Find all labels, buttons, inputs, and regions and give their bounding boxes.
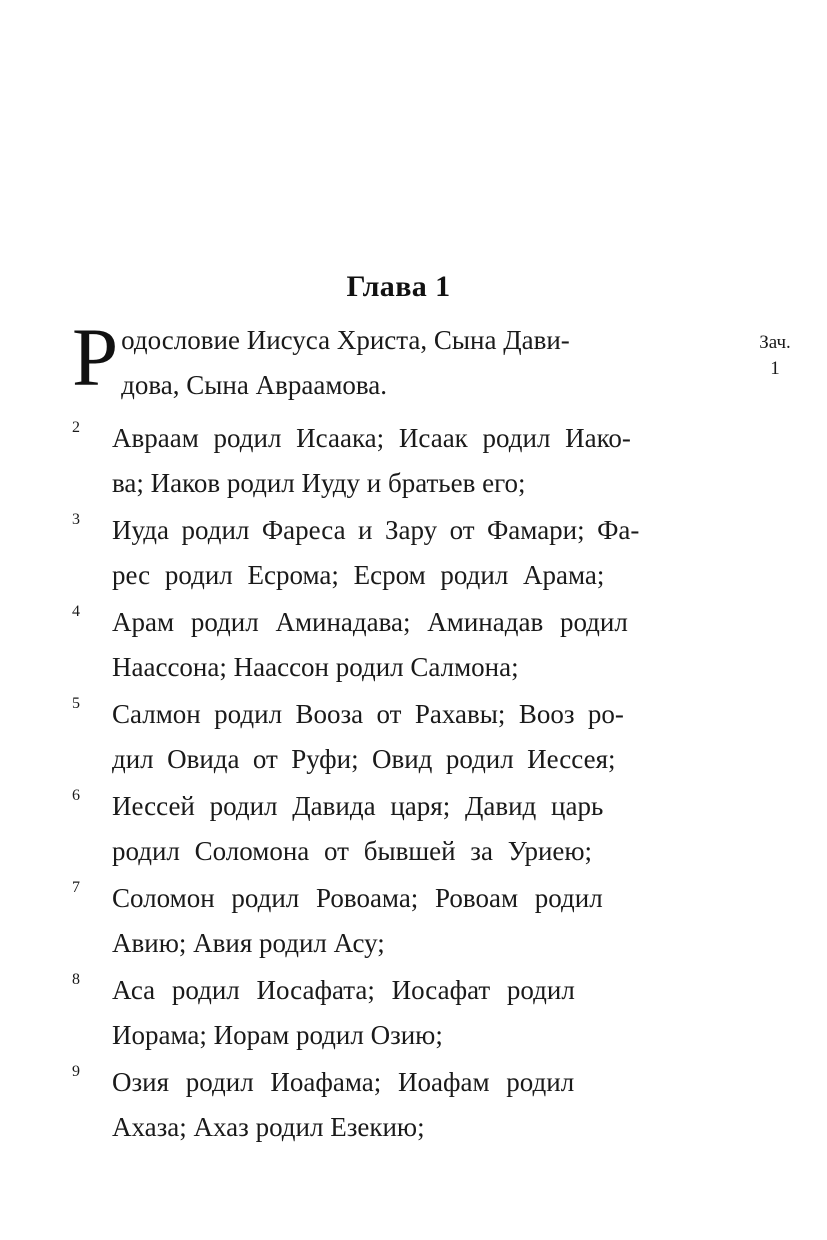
verse-text <box>112 508 725 598</box>
verse-line: Авраам родил Исаака; Исаак родил Иако- <box>112 423 631 453</box>
verse-line: Аса родил Иосафата; Иосафат родил <box>112 975 575 1005</box>
verse-line: рес родил Есрома; Есром родил Арама; <box>112 560 605 590</box>
verse-text <box>112 416 725 506</box>
verse-block-7 <box>72 876 725 966</box>
verse-line: Соломон родил Ровоама; Ровоам родил <box>112 883 603 913</box>
verse-line: Ахаза; Ахаз родил Езекию; <box>112 1112 425 1142</box>
verse-line: Авию; Авия родил Асу; <box>112 928 385 958</box>
verse-block-8 <box>72 968 725 1058</box>
verse-text <box>112 1060 725 1150</box>
verse-text <box>112 876 725 966</box>
verse-block-9 <box>72 1060 725 1150</box>
marginal-reading-note <box>738 330 812 382</box>
marginal-note-number: 1 <box>770 358 780 379</box>
verse-line: дил Овида от Руфи; Овид родил Иессея; <box>112 744 616 774</box>
verse-number: 2 <box>72 419 80 436</box>
verse-text <box>112 600 725 690</box>
verse-line: Озия родил Иоафама; Иоафам родил <box>112 1067 575 1097</box>
marginal-note-label: Зач. <box>759 332 791 353</box>
verse-text <box>112 968 725 1058</box>
drop-cap-letter: Р <box>72 311 119 403</box>
verse-number: 8 <box>72 971 80 988</box>
verse-line: Наассона; Наассон родил Салмона; <box>112 652 519 682</box>
verse-block-1 <box>72 311 725 408</box>
verse-line: дова, Сына Авраамова. <box>121 370 388 400</box>
verse-block-6 <box>72 784 725 874</box>
verse-line: Салмон родил Вооза от Рахавы; Вооз ро- <box>112 699 624 729</box>
verse-line: ва; Иаков родил Иуду и братьев его; <box>112 468 526 498</box>
verse-line: Иуда родил Фареса и Зару от Фамари; Фа- <box>112 515 640 545</box>
verse-line: Иорама; Иорам родил Озию; <box>112 1020 443 1050</box>
verse-number: 6 <box>72 787 80 804</box>
verse-number: 4 <box>72 603 80 620</box>
verse-line: Иессей родил Давида царя; Давид царь <box>112 791 604 821</box>
scripture-text-column <box>72 311 725 1152</box>
verse-line: Арам родил Аминадава; Аминадав родил <box>112 607 628 637</box>
verse-line: одословие Иисуса Христа, Сына Дави- <box>121 325 570 355</box>
verse-number: 5 <box>72 695 80 712</box>
verse-number: 7 <box>72 879 80 896</box>
verse-number: 3 <box>72 511 80 528</box>
verse-block-3 <box>72 508 725 598</box>
verse-line: родил Соломона от бывшей за Уриею; <box>112 836 593 866</box>
verse-text <box>112 784 725 874</box>
verse-text <box>112 692 725 782</box>
verse-number: 9 <box>72 1063 80 1080</box>
page-title: Глава 1 <box>346 270 451 304</box>
verse-block-4 <box>72 600 725 690</box>
verse-block-5 <box>72 692 725 782</box>
verse-block-2 <box>72 416 725 506</box>
